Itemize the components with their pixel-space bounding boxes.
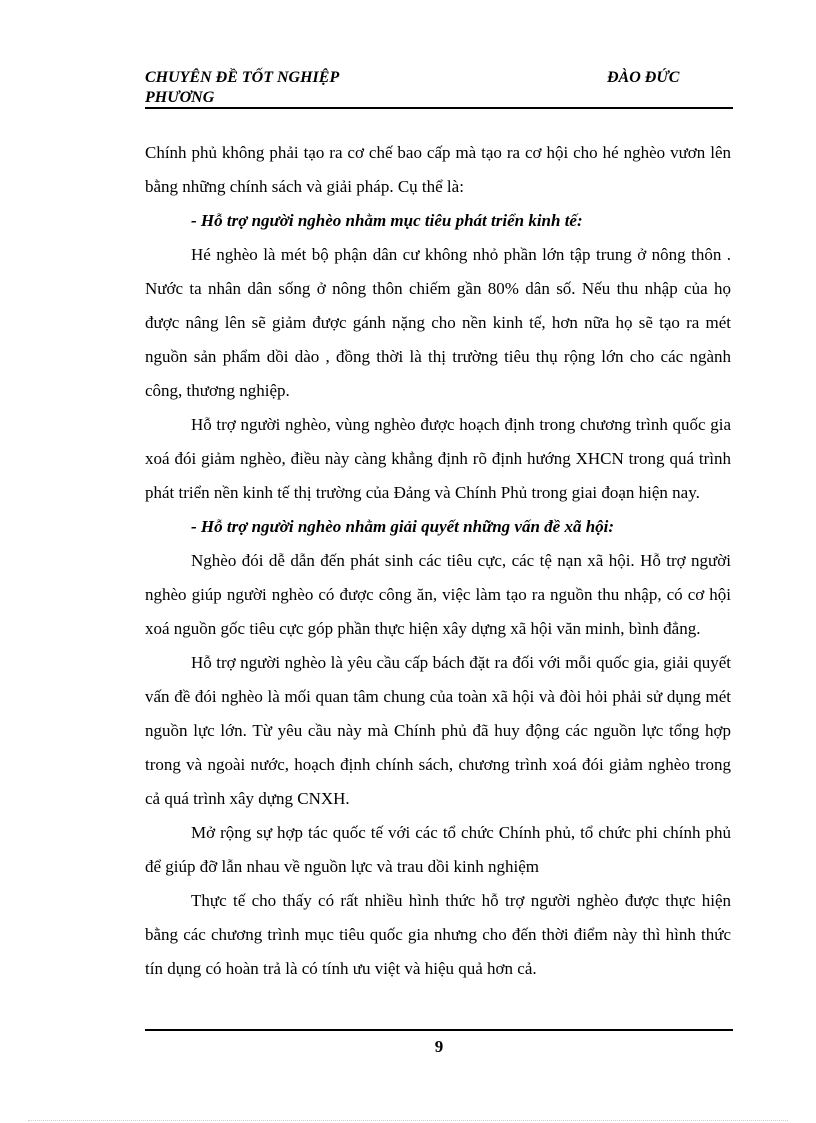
paragraph: Hé nghèo là mét bộ phận dân cư không nhỏ phần lớn tập trung ở nông thôn . Nước ta nhân dân sống ở nông thôn chiếm gần 80% dân số. Nếu thu nhập của họ được nâng lên sẽ giảm được gánh nặng cho nền kinh tế, hơn nữa họ sẽ tạo ra mét nguồn sản phẩm dồi dào , đồng thời là thị trường tiêu thụ rộng lớn cho các ngành công, thương nghiệp. [145, 245, 731, 400]
section-heading: - Hỗ trợ người nghèo nhằm mục tiêu phát triển kinh tế: [191, 211, 583, 230]
header-rule [145, 107, 733, 109]
body-text [145, 136, 731, 986]
paragraph: Chính phủ không phải tạo ra cơ chế bao cấp mà tạo ra cơ hội cho hé nghèo vươn lên bằng những chính sách và giải pháp. Cụ thể là: [145, 143, 731, 196]
section-heading: - Hỗ trợ người nghèo nhằm giải quyết những vấn đề xã hội: [191, 517, 615, 536]
paragraph: Hỗ trợ người nghèo, vùng nghèo được hoạch định trong chương trình quốc gia xoá đói giảm nghèo, điều này càng khẳng định rõ định hướng XHCN trong quá trình phát triển nền kinh tế thị trường của Đảng và Chính Phủ trong giai đoạn hiện nay. [145, 415, 731, 502]
footer-rule [145, 1029, 733, 1031]
page-header [145, 68, 733, 108]
page-edge-divider [28, 1120, 788, 1121]
header-title-line2: PHƯƠNG [145, 89, 215, 106]
paragraph: Mở rộng sự hợp tác quốc tế với các tổ chức Chính phủ, tổ chức phi chính phủ để giúp đỡ lẫn nhau về nguồn lực và trau dồi kinh nghiệm [145, 823, 731, 876]
paragraph: Hỗ trợ người nghèo là yêu cầu cấp bách đặt ra đối với mỗi quốc gia, giải quyết vấn đề đói nghèo là mối quan tâm chung của toàn xã hội và đòi hỏi phải sử dụng mét nguồn lực lớn. Từ yêu cầu này mà Chính phủ đã huy động các nguồn lực tổng hợp trong và ngoài nước, hoạch định chính sách, chương trình xoá đói giảm nghèo trong cả quá trình xây dựng CNXH. [145, 653, 731, 808]
paragraph: Nghèo đói dễ dẫn đến phát sinh các tiêu cực, các tệ nạn xã hội. Hỗ trợ người nghèo giúp người nghèo có được công ăn, việc làm tạo ra nguồn thu nhập, có cơ hội xoá nguồn gốc tiêu cực góp phần thực hiện xây dựng xã hội văn minh, bình đẳng. [145, 551, 731, 638]
header-author: ĐÀO ĐỨC [607, 69, 680, 86]
paragraph: Thực tế cho thấy có rất nhiều hình thức hỗ trợ người nghèo được thực hiện bằng các chương trình mục tiêu quốc gia nhưng cho đến thời điểm này thì hình thức tín dụng có hoàn trả là có tính ưu việt và hiệu quả hơn cả. [145, 891, 731, 978]
page-number: 9 [434, 1037, 444, 1056]
header-title-line1: CHUYÊN ĐỀ TỐT NGHIỆP [145, 69, 340, 86]
header-title [145, 68, 425, 108]
